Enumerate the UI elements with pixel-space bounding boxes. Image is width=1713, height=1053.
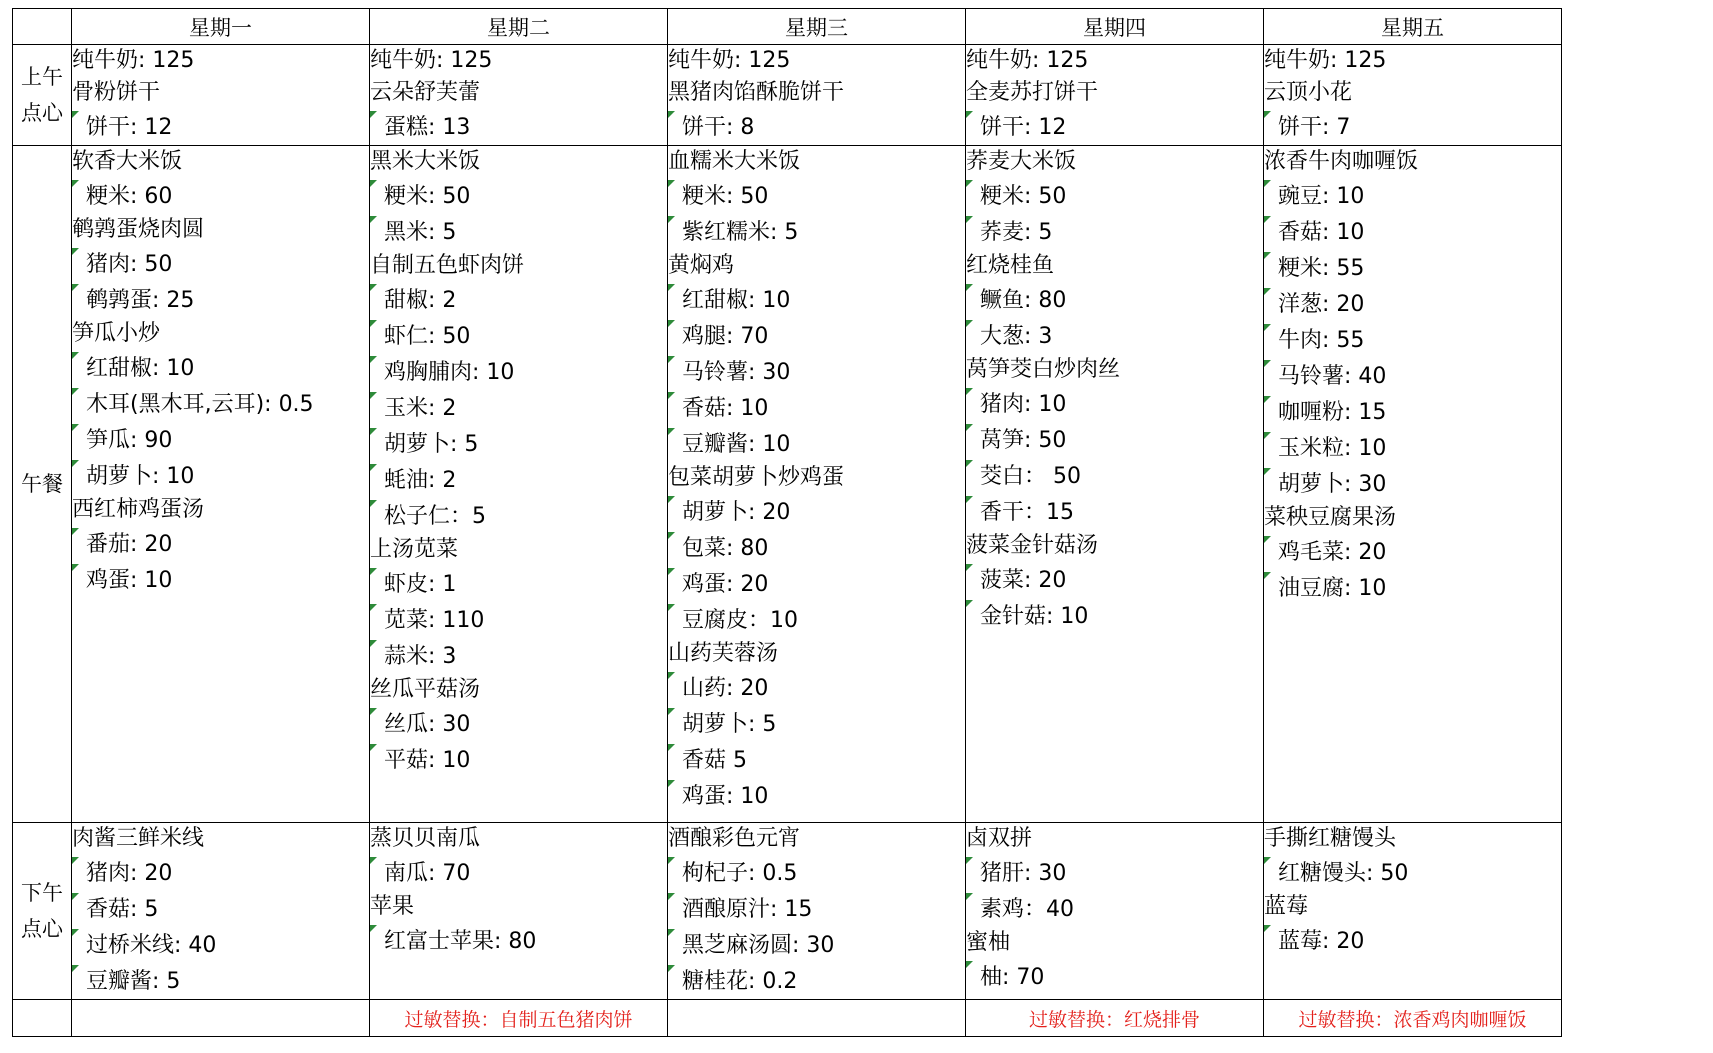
ingredient-item: 鸡蛋: 10: [668, 778, 965, 814]
ingredient-item: 柚: 70: [966, 959, 1263, 995]
ingredient-item: 鳜鱼: 80: [966, 282, 1263, 318]
dish-name: 手撕红糖馒头: [1264, 826, 1397, 851]
ingredient-item: 红糖馒头: 50: [1264, 855, 1561, 891]
ingredient-item: 红富士苹果: 80: [370, 923, 667, 959]
dish-name: 丝瓜平菇汤: [370, 677, 481, 702]
menu-cell: [370, 146, 668, 823]
dish-name: 黄焖鸡: [668, 253, 735, 278]
ingredient-item: 香菇: 10: [668, 390, 965, 426]
ingredient-item: 牛肉: 55: [1264, 322, 1561, 358]
menu-cell: [1264, 823, 1562, 1000]
ingredient-item: 粳米: 60: [72, 178, 369, 214]
ingredient-item: 黑芝麻汤圆: 30: [668, 927, 965, 963]
dish-name: 纯牛奶: 125: [370, 48, 493, 73]
dish-name: 骨粉饼干: [72, 80, 161, 105]
afternoon-snack-row: [13, 823, 1562, 1000]
dish-name: 肉酱三鲜米线: [72, 826, 205, 851]
dish-name: 包菜胡萝卜炒鸡蛋: [668, 465, 845, 490]
ingredient-item: 大葱: 3: [966, 318, 1263, 354]
dish-name: 酒酿彩色元宵: [668, 826, 801, 851]
header-row: [13, 9, 1562, 45]
ingredient-item: 油豆腐: 10: [1264, 570, 1561, 606]
allergy-note: [668, 1000, 966, 1037]
ingredient-item: 豆瓣酱: 10: [668, 426, 965, 462]
dish-name: 黑猪肉馅酥脆饼干: [668, 80, 845, 105]
menu-cell: [370, 45, 668, 146]
ingredient-item: 过桥米线: 40: [72, 927, 369, 963]
dish-name: 云顶小花: [1264, 80, 1353, 105]
ingredient-item: 鸡蛋: 20: [668, 566, 965, 602]
dish-name: 西红柿鸡蛋汤: [72, 497, 205, 522]
ingredient-item: 马铃薯: 40: [1264, 358, 1561, 394]
day-header: 星期三: [668, 9, 966, 45]
ingredient-item: 黑米: 5: [370, 214, 667, 250]
ingredient-item: 猪肉: 20: [72, 855, 369, 891]
dish-name: 菠菜金针菇汤: [966, 533, 1099, 558]
ingredient-item: 咖喱粉: 15: [1264, 394, 1561, 430]
menu-cell: [72, 146, 370, 823]
ingredient-item: 猪肉: 50: [72, 246, 369, 282]
dish-name: 全麦苏打饼干: [966, 80, 1099, 105]
ingredient-item: 酒酿原汁: 15: [668, 891, 965, 927]
ingredient-item: 胡萝卜: 10: [72, 458, 369, 494]
ingredient-item: 香菇 5: [668, 742, 965, 778]
allergy-note: 过敏替换：浓香鸡肉咖喱饭: [1264, 1000, 1562, 1037]
allergy-row-label: [13, 1000, 72, 1037]
ingredient-item: 紫红糯米: 5: [668, 214, 965, 250]
ingredient-item: 荞麦: 5: [966, 214, 1263, 250]
day-header: 星期四: [966, 9, 1264, 45]
row-label-lunch: [13, 146, 72, 823]
ingredient-item: 素鸡：40: [966, 891, 1263, 927]
ingredient-item: 粳米: 50: [370, 178, 667, 214]
allergy-row: [13, 1000, 1562, 1037]
ingredient-item: 饼干: 12: [966, 109, 1263, 145]
ingredient-item: 虾仁: 50: [370, 318, 667, 354]
dish-name: 蓝莓: [1264, 894, 1309, 919]
ingredient-item: 红甜椒: 10: [72, 350, 369, 386]
ingredient-item: 蒜米: 3: [370, 638, 667, 674]
row-label-line: 下午: [21, 881, 63, 905]
ingredient-item: 包菜: 80: [668, 530, 965, 566]
ingredient-item: 虾皮: 1: [370, 566, 667, 602]
dish-name: 黑米大米饭: [370, 149, 481, 174]
dish-name: 荞麦大米饭: [966, 149, 1077, 174]
ingredient-item: 玉米: 2: [370, 390, 667, 426]
ingredient-item: 蓝莓: 20: [1264, 923, 1561, 959]
row-label-morning-snack: [13, 45, 72, 146]
dish-name: 纯牛奶: 125: [668, 48, 791, 73]
row-label-line: 午餐: [21, 472, 63, 496]
allergy-note: [72, 1000, 370, 1037]
ingredient-item: 鸡蛋: 10: [72, 562, 369, 598]
menu-cell: [668, 146, 966, 823]
ingredient-item: 菠菜: 20: [966, 562, 1263, 598]
dish-name: 浓香牛肉咖喱饭: [1264, 149, 1419, 174]
day-header: 星期二: [370, 9, 668, 45]
ingredient-item: 南瓜: 70: [370, 855, 667, 891]
ingredient-item: 鸡毛菜: 20: [1264, 534, 1561, 570]
dish-name: 蒸贝贝南瓜: [370, 826, 481, 851]
dish-name: 卤双拼: [966, 826, 1033, 851]
ingredient-item: 马铃薯: 30: [668, 354, 965, 390]
ingredient-item: 枸杞子: 0.5: [668, 855, 965, 891]
dish-name: 菜秧豆腐果汤: [1264, 505, 1397, 530]
menu-cell: [966, 45, 1264, 146]
menu-cell: [668, 823, 966, 1000]
ingredient-item: 玉米粒: 10: [1264, 430, 1561, 466]
dish-name: 苹果: [370, 894, 415, 919]
dish-name: 纯牛奶: 125: [72, 48, 195, 73]
ingredient-item: 红甜椒: 10: [668, 282, 965, 318]
ingredient-item: 胡萝卜: 20: [668, 494, 965, 530]
row-label-line: 上午: [21, 65, 63, 89]
allergy-note: 过敏替换：红烧排骨: [966, 1000, 1264, 1037]
menu-cell: [966, 823, 1264, 1000]
dish-name: 云朵舒芙蕾: [370, 80, 481, 105]
menu-cell: [668, 45, 966, 146]
ingredient-item: 胡萝卜: 30: [1264, 466, 1561, 502]
ingredient-item: 糖桂花: 0.2: [668, 963, 965, 999]
ingredient-item: 香菇: 5: [72, 891, 369, 927]
dish-name: 纯牛奶: 125: [1264, 48, 1387, 73]
ingredient-item: 粳米: 50: [668, 178, 965, 214]
menu-cell: [1264, 45, 1562, 146]
morning-snack-row: [13, 45, 1562, 146]
row-label-line: 点心: [21, 101, 63, 125]
lunch-row: [13, 146, 1562, 823]
ingredient-item: 饼干: 7: [1264, 109, 1561, 145]
dish-name: 笋瓜小炒: [72, 321, 161, 346]
corner-cell: [13, 9, 72, 45]
ingredient-item: 平菇: 10: [370, 742, 667, 778]
ingredient-item: 豆腐皮：10: [668, 602, 965, 638]
row-label-afternoon-snack: [13, 823, 72, 1000]
ingredient-item: 猪肉: 10: [966, 386, 1263, 422]
dish-name: 蜜柚: [966, 930, 1011, 955]
ingredient-item: 鹌鹑蛋: 25: [72, 282, 369, 318]
ingredient-item: 猪肝: 30: [966, 855, 1263, 891]
menu-cell: [1264, 146, 1562, 823]
ingredient-item: 鸡腿: 70: [668, 318, 965, 354]
ingredient-item: 松子仁：5: [370, 498, 667, 534]
ingredient-item: 粳米: 50: [966, 178, 1263, 214]
dish-name: 红烧桂鱼: [966, 253, 1055, 278]
ingredient-item: 丝瓜: 30: [370, 706, 667, 742]
dish-name: 软香大米饭: [72, 149, 183, 174]
menu-cell: [72, 45, 370, 146]
ingredient-item: 香干：15: [966, 494, 1263, 530]
ingredient-item: 莴笋: 50: [966, 422, 1263, 458]
dish-name: 纯牛奶: 125: [966, 48, 1089, 73]
day-header: 星期一: [72, 9, 370, 45]
ingredient-item: 笋瓜: 90: [72, 422, 369, 458]
ingredient-item: 饼干: 12: [72, 109, 369, 145]
ingredient-item: 甜椒: 2: [370, 282, 667, 318]
dish-name: 血糯米大米饭: [668, 149, 801, 174]
ingredient-item: 豌豆: 10: [1264, 178, 1561, 214]
dish-name: 自制五色虾肉饼: [370, 253, 525, 278]
menu-cell: [72, 823, 370, 1000]
dish-name: 莴笋茭白炒肉丝: [966, 357, 1121, 382]
ingredient-item: 香菇: 10: [1264, 214, 1561, 250]
dish-name: 山药芙蓉汤: [668, 641, 779, 666]
ingredient-item: 木耳(黑木耳,云耳): 0.5: [72, 386, 369, 422]
ingredient-item: 蛋糕: 13: [370, 109, 667, 145]
ingredient-item: 茭白： 50: [966, 458, 1263, 494]
allergy-note: 过敏替换：自制五色猪肉饼: [370, 1000, 668, 1037]
ingredient-item: 蚝油: 2: [370, 462, 667, 498]
dish-name: 上汤苋菜: [370, 537, 459, 562]
row-label-line: 点心: [21, 917, 63, 941]
ingredient-item: 苋菜: 110: [370, 602, 667, 638]
ingredient-item: 山药: 20: [668, 670, 965, 706]
ingredient-item: 番茄: 20: [72, 526, 369, 562]
day-header: 星期五: [1264, 9, 1562, 45]
weekly-menu-table: [12, 8, 1562, 1037]
ingredient-item: 胡萝卜: 5: [370, 426, 667, 462]
ingredient-item: 饼干: 8: [668, 109, 965, 145]
ingredient-item: 粳米: 55: [1264, 250, 1561, 286]
ingredient-item: 豆瓣酱: 5: [72, 963, 369, 999]
ingredient-item: 鸡胸脯肉: 10: [370, 354, 667, 390]
ingredient-item: 金针菇: 10: [966, 598, 1263, 634]
menu-cell: [370, 823, 668, 1000]
dish-name: 鹌鹑蛋烧肉圆: [72, 217, 205, 242]
ingredient-item: 胡萝卜: 5: [668, 706, 965, 742]
ingredient-item: 洋葱: 20: [1264, 286, 1561, 322]
menu-cell: [966, 146, 1264, 823]
